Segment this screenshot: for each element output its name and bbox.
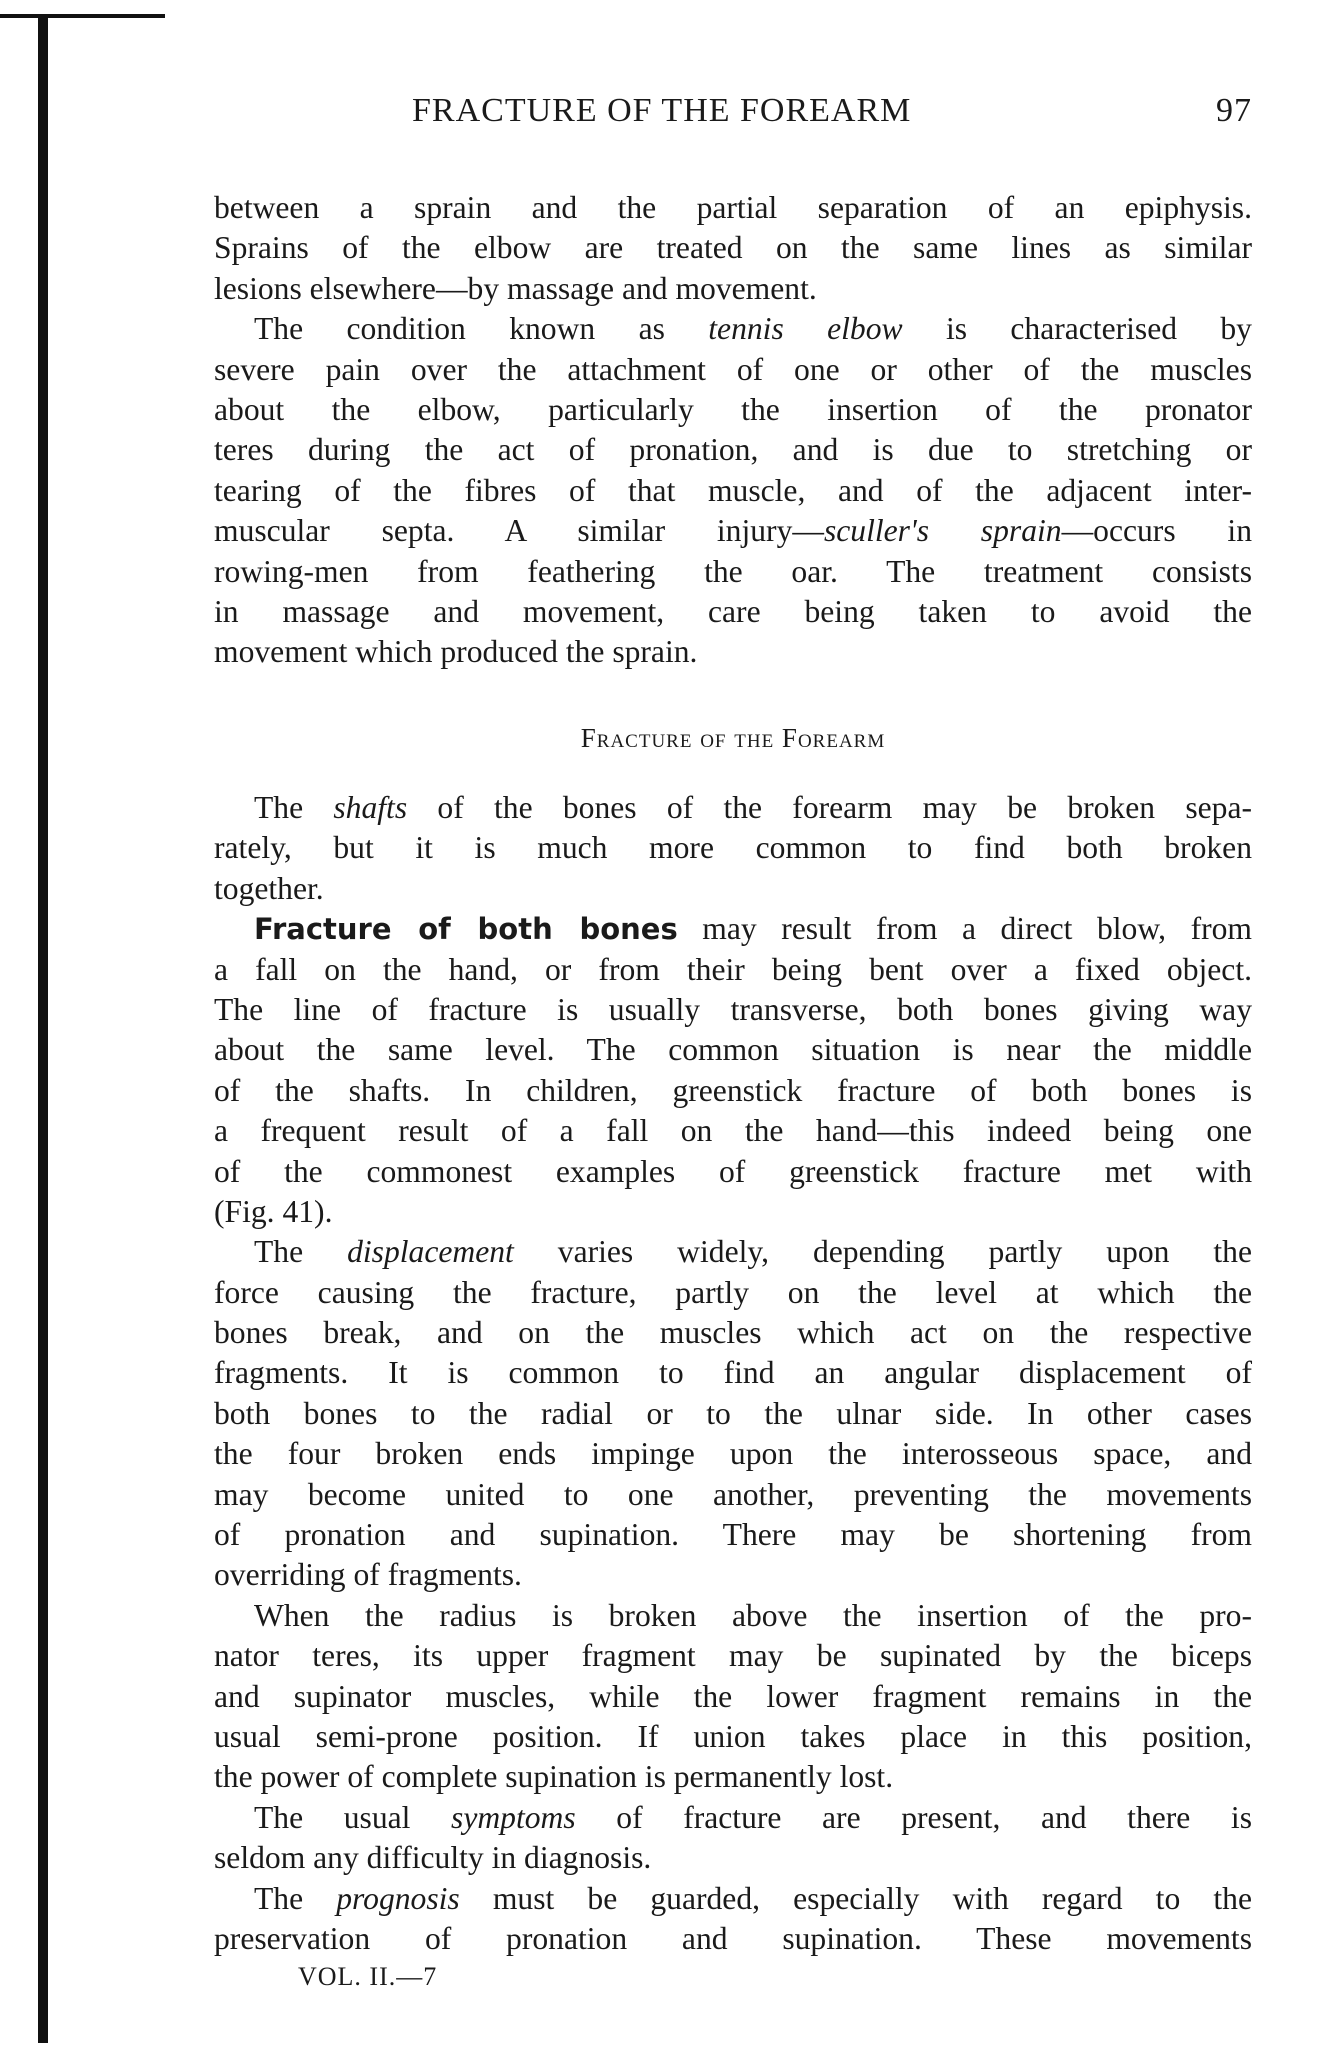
text-line: of pronation and supination. There may be shortening from	[214, 1517, 1252, 1553]
paragraph-block-elbow	[214, 188, 1252, 673]
text-line: usual semi-prone position. If union takes place in this position,	[214, 1718, 1252, 1754]
text-line: between a sprain and the partial separation of an epiphysis.	[214, 190, 1252, 225]
text-line: rowing-men from feathering the oar. The treatment consists	[214, 553, 1252, 589]
text-line: overriding of fragments.	[214, 1557, 522, 1593]
text-run: of the bones of the forearm may be broken sepa-	[407, 790, 1252, 825]
binding-edge-notch	[44, 640, 48, 700]
text-line: severe pain over the attachment of one or other of the muscles	[214, 351, 1252, 387]
text-run: varies widely, depending partly upon the	[513, 1234, 1252, 1270]
text-run: The	[254, 790, 334, 825]
text-run: —occurs in	[1061, 513, 1253, 549]
text-line	[214, 1798, 1252, 1838]
italic-term: displacement	[347, 1234, 514, 1270]
text-run: The usual	[254, 1799, 452, 1835]
binding-edge-top	[0, 14, 165, 18]
text-line: fragments. It is common to find an angular displacement of	[214, 1355, 1252, 1391]
text-run: of fracture are present, and there is	[575, 1799, 1253, 1835]
text-line: the four broken ends impinge upon the interosseous space, and	[214, 1436, 1252, 1472]
binding-edge-notch	[44, 100, 48, 430]
section-heading: Fracture of the Forearm	[580, 723, 886, 753]
text-line	[214, 909, 1252, 949]
text-line: nator teres, its upper fragment may be supinated by the biceps	[214, 1638, 1252, 1674]
text-run: The condition known as	[254, 311, 709, 347]
text-line: a fall on the hand, or from their being bent over a fixed object.	[214, 951, 1252, 987]
text-line: together.	[214, 870, 324, 906]
text-line: (Fig. 41).	[214, 1193, 333, 1229]
italic-term: sculler's sprain	[823, 513, 1062, 549]
text-line: lesions elsewhere—by massage and movement.	[214, 270, 817, 306]
bold-term: Fracture of both bones	[254, 912, 678, 947]
text-run: The	[254, 1234, 348, 1270]
text-run: may result from a direct blow, from	[677, 911, 1252, 947]
text-line: may become united to one another, preventing the movements	[214, 1476, 1252, 1512]
text-line: When the radius is broken above the insertion of the pro-	[254, 1597, 1252, 1633]
text-line	[214, 788, 1252, 828]
text-line: tearing of the fibres of that muscle, and of the adjacent inter-	[214, 472, 1252, 508]
text-line: about the same level. The common situation is near the middle	[214, 1032, 1252, 1068]
text-line: of the commonest examples of greenstick fracture met with	[214, 1153, 1252, 1189]
text-line	[214, 511, 1252, 551]
text-line: preservation of pronation and supination. These movements	[214, 1920, 1252, 1956]
text-line: and supinator muscles, while the lower fragment remains in the	[214, 1678, 1252, 1714]
text-line: bones break, and on the muscles which act on the respective	[214, 1315, 1252, 1351]
text-run: must be guarded, especially with regard to the	[459, 1880, 1252, 1916]
italic-term: symptoms	[451, 1799, 576, 1835]
text-line: seldom any difficulty in diagnosis.	[214, 1840, 652, 1876]
italic-term: tennis elbow	[708, 311, 903, 347]
running-header	[412, 92, 1252, 136]
text-line: of the shafts. In children, greenstick fracture of both bones is	[214, 1072, 1252, 1108]
text-line: about the elbow, particularly the insertion of the pronator	[214, 391, 1252, 427]
text-line: teres during the act of pronation, and is due to stretching or	[214, 432, 1252, 468]
text-line: movement which produced the sprain.	[214, 634, 698, 670]
text-line: rately, but it is much more common to find both broken	[214, 830, 1252, 866]
text-line: a frequent result of a fall on the hand—this indeed being one	[214, 1113, 1252, 1149]
text-run: muscular septa. A similar injury—	[214, 513, 824, 549]
text-line: both bones to the radial or to the ulnar side. In other cases	[214, 1395, 1252, 1431]
italic-term: prognosis	[336, 1880, 460, 1916]
text-line: in massage and movement, care being taken to avoid the	[214, 593, 1252, 629]
running-title: FRACTURE OF THE FOREARM	[412, 92, 912, 129]
page-number: 97	[1216, 92, 1252, 129]
text-line: force causing the fracture, partly on the level at which the	[214, 1274, 1252, 1310]
text-line	[214, 309, 1252, 349]
text-run: is characterised by	[902, 311, 1252, 347]
italic-term: shafts	[333, 790, 408, 825]
text-line: Sprains of the elbow are treated on the same lines as similar	[214, 230, 1252, 266]
text-line: The line of fracture is usually transverse, both bones giving way	[214, 991, 1252, 1027]
paragraph-block-forearm	[214, 788, 1252, 1959]
text-line	[214, 1879, 1252, 1919]
text-line	[214, 1232, 1252, 1272]
text-line: the power of complete supination is permanently lost.	[214, 1759, 894, 1795]
signature-mark: VOL. II.—7	[298, 1962, 438, 1991]
text-run: The	[254, 1880, 337, 1916]
